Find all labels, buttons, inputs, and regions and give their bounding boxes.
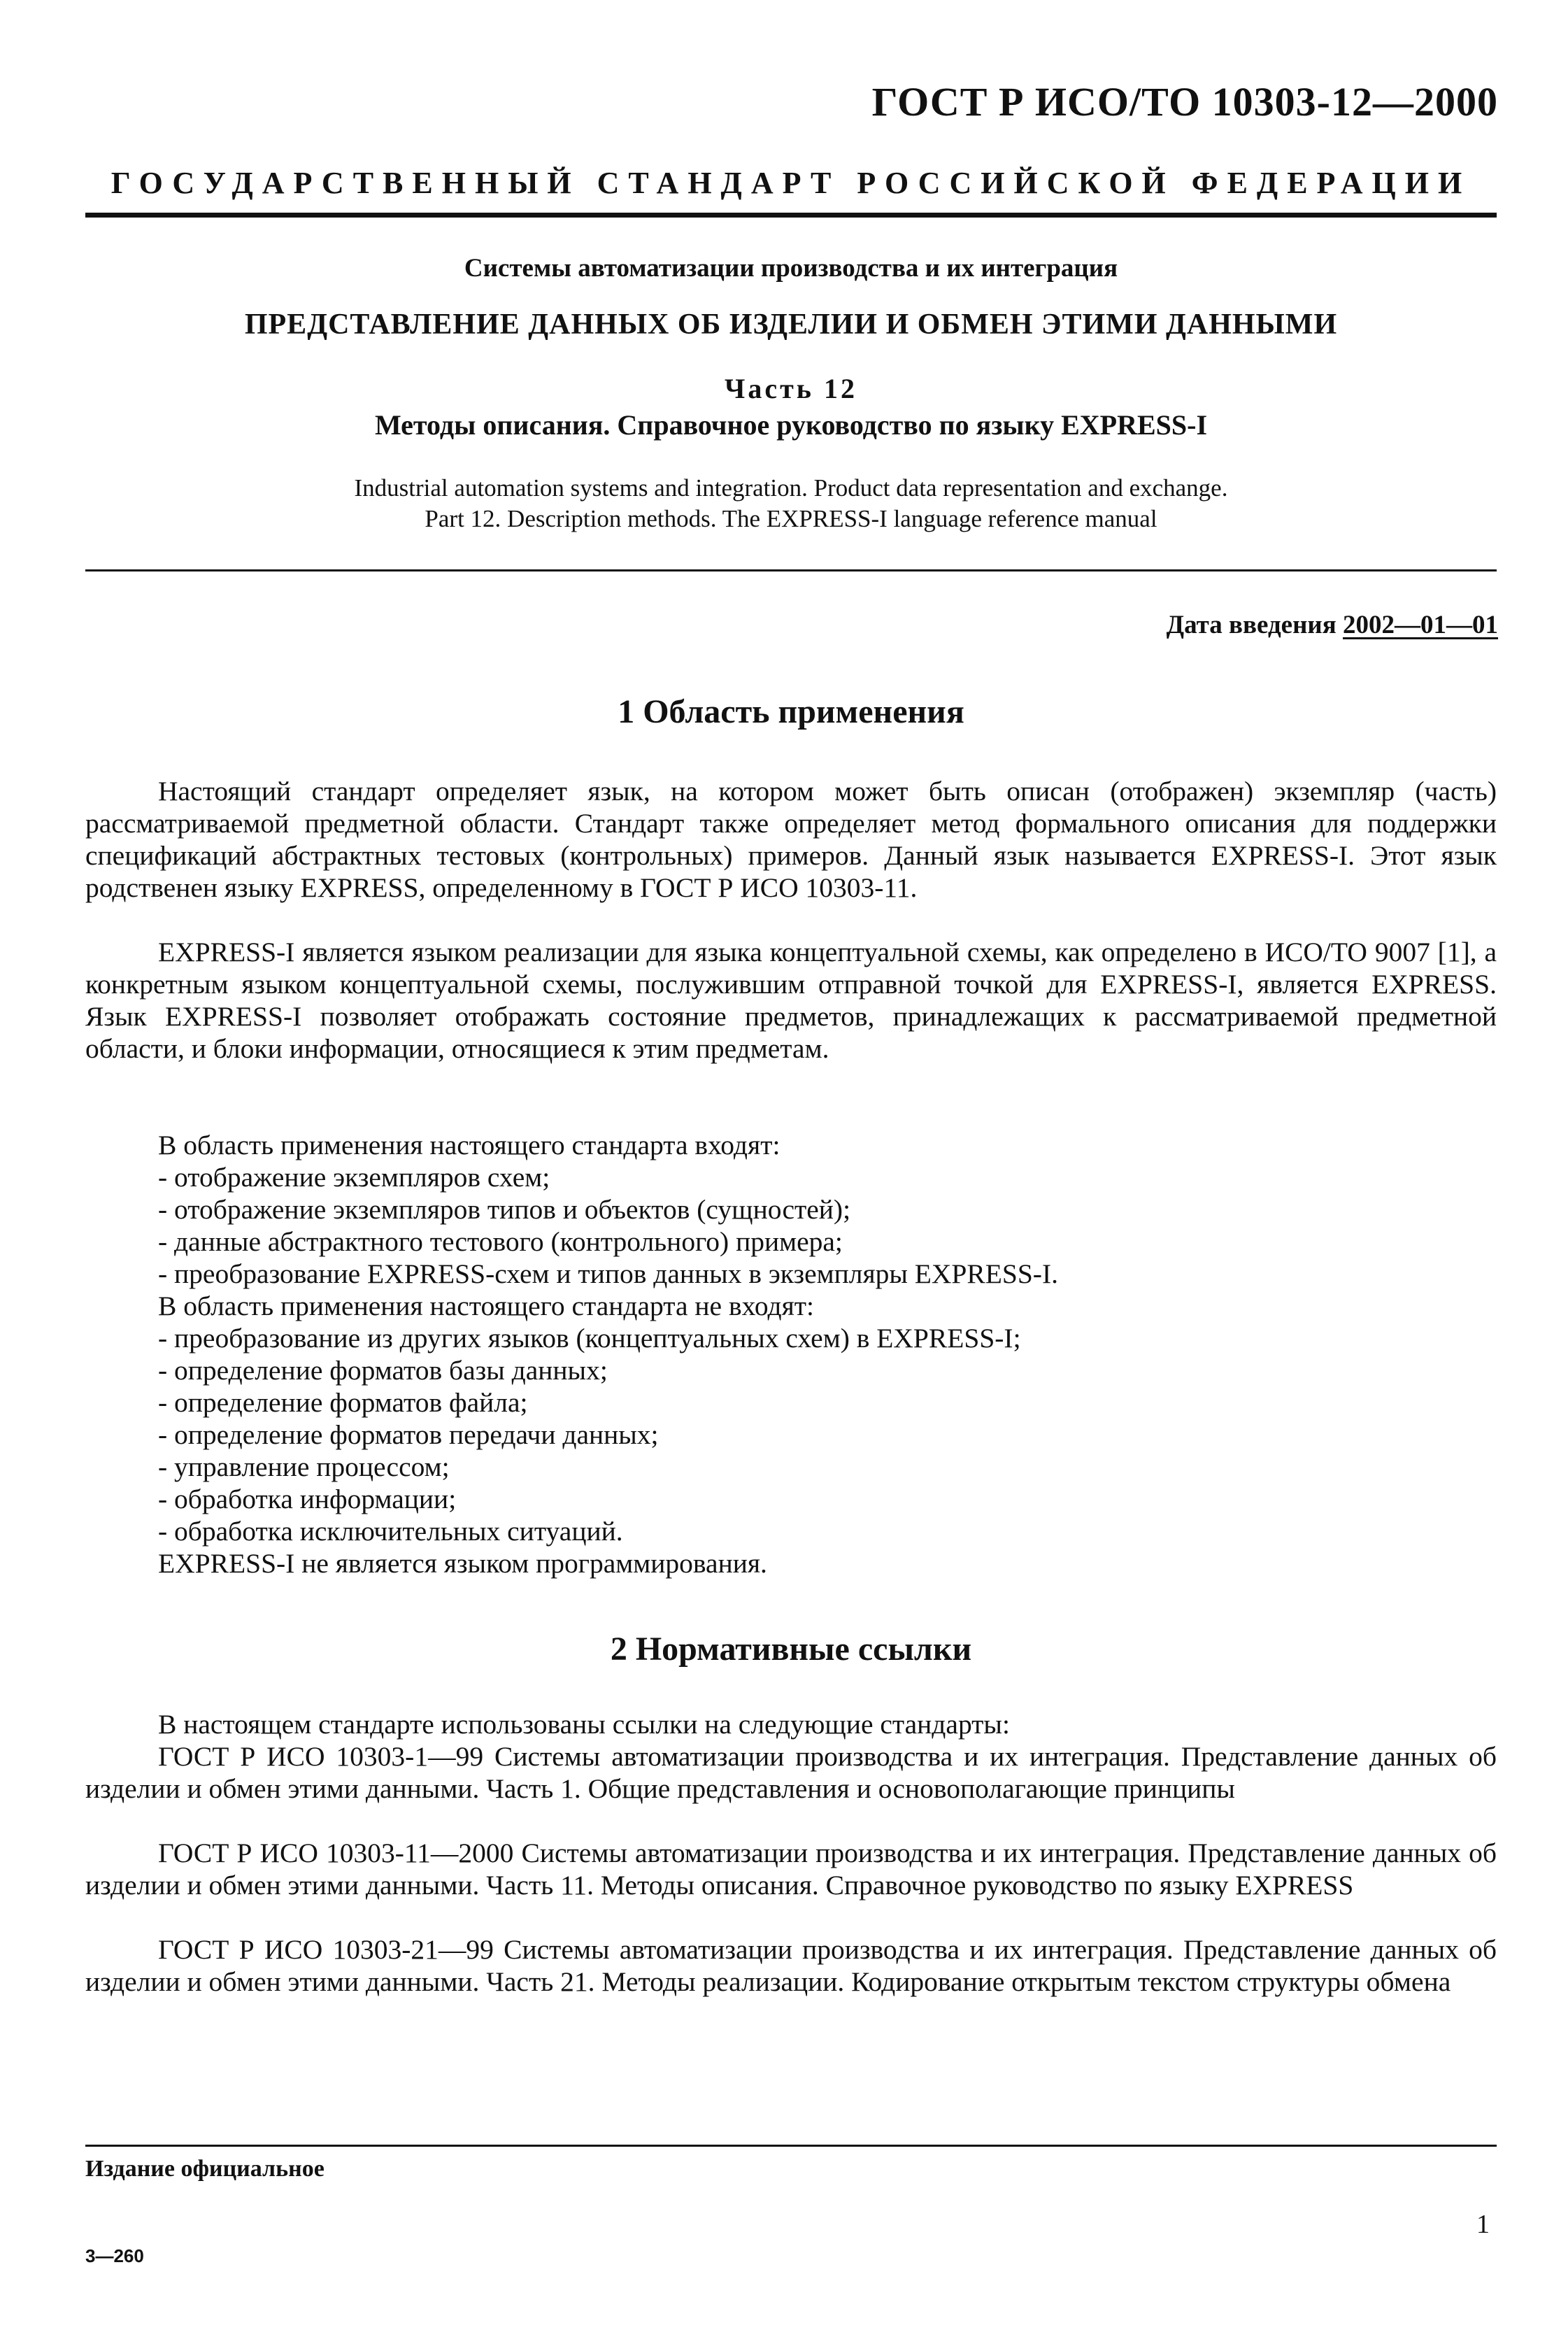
date-value: 2002—01—01 bbox=[1343, 611, 1498, 639]
english-title-line-1: Industrial automation systems and integration. Product data representation and exchange. bbox=[354, 474, 1228, 502]
reference-item: ГОСТ Р ИСО 10303-11—2000 Системы автоматизации производства и их интеграция. Представление данных об изделии и обмен этими данными. Часть 11. Методы описания. Справочное руководство по языку EXPRESS bbox=[85, 1838, 1497, 1901]
section-1-closing: EXPRESS-I не является языком программирования. bbox=[158, 1548, 767, 1579]
introduction-date bbox=[1167, 610, 1498, 640]
series-title: Системы автоматизации производства и их интеграция bbox=[464, 254, 1118, 283]
english-title-line-2: Part 12. Description methods. The EXPRESS-I language reference manual bbox=[425, 505, 1157, 532]
date-label: Дата введения bbox=[1166, 611, 1343, 639]
list-item: - определение форматов передачи данных; bbox=[158, 1419, 659, 1450]
list-item: - отображение экземпляров типов и объектов (сущностей); bbox=[158, 1194, 851, 1225]
list-item: - преобразование EXPRESS-схем и типов данных в экземпляры EXPRESS-I. bbox=[158, 1258, 1058, 1289]
section-2-heading: 2 Нормативные ссылки bbox=[610, 1631, 972, 1668]
subtitle: Методы описания. Справочное руководство по языку EXPRESS-I bbox=[374, 409, 1208, 441]
standard-designation: ГОСТ Р ИСО/ТО 10303-12—2000 bbox=[871, 79, 1498, 125]
reference-item: ГОСТ Р ИСО 10303-21—99 Системы автоматизации производства и их интеграция. Представление данных об изделии и обмен этими данными. Часть 21. Методы реализации. Кодирование открытым текстом структуры обмена bbox=[85, 1934, 1497, 1997]
page-number: 1 bbox=[1476, 2210, 1490, 2239]
header-rule bbox=[85, 213, 1497, 218]
title-rule bbox=[85, 569, 1497, 571]
list-item: - определение форматов файла; bbox=[158, 1387, 528, 1418]
edition-label: Издание официальное bbox=[85, 2156, 325, 2182]
list-item: - преобразование из других языков (концептуальных схем) в EXPRESS-I; bbox=[158, 1323, 1021, 1354]
list-item: - обработка информации; bbox=[158, 1484, 457, 1514]
state-standard-banner: ГОСУДАРСТВЕННЫЙ СТАНДАРТ РОССИЙСКОЙ ФЕДЕРАЦИИ bbox=[111, 166, 1471, 200]
section-1-heading: 1 Область применения bbox=[618, 693, 964, 730]
section-1-paragraph-2: EXPRESS-I является языком реализации для языка концептуальной схемы, как определено в ИСО/ТО 9007 [1], а конкретным языком концептуальной схемы, послужившим отправной точкой для EXPRESS-I, является EXPRESS. Язык EXPRESS-I позволяет отображать состояние предметов, принадлежащих к рассматриваемой предметной области, и блоки информации, относящиеся к этим предметам. bbox=[85, 937, 1497, 1064]
list-item: - определение форматов базы данных; bbox=[158, 1355, 608, 1386]
out-scope-intro: В область применения настоящего стандарта не входят: bbox=[158, 1291, 814, 1321]
list-item: - данные абстрактного тестового (контрольного) примера; bbox=[158, 1226, 843, 1257]
section-2-intro: В настоящем стандарте использованы ссылки на следующие стандарты: bbox=[158, 1709, 1010, 1740]
section-1-paragraph-1: Настоящий стандарт определяет язык, на котором может быть описан (отображен) экземпляр (часть) рассматриваемой предметной области. Стандарт также определяет метод формального описания для поддержки спецификаций абстрактных тестовых (контрольных) примеров. Данный язык называется EXPRESS-I. Этот язык родственен языку EXPRESS, определенному в ГОСТ Р ИСО 10303-11. bbox=[85, 776, 1497, 903]
main-title: ПРЕДСТАВЛЕНИЕ ДАННЫХ ОБ ИЗДЕЛИИ И ОБМЕН ЭТИМИ ДАННЫМИ bbox=[244, 308, 1338, 341]
in-scope-intro: В область применения настоящего стандарта входят: bbox=[158, 1130, 781, 1160]
footer-rule bbox=[85, 2145, 1497, 2147]
list-item: - отображение экземпляров схем; bbox=[158, 1162, 550, 1193]
list-item: - управление процессом; bbox=[158, 1451, 450, 1482]
reference-item: ГОСТ Р ИСО 10303-1—99 Системы автоматизации производства и их интеграция. Представление данных об изделии и обмен этими данными. Часть 1. Общие представления и основополагающие принципы bbox=[85, 1741, 1497, 1804]
part-label: Часть 12 bbox=[725, 373, 857, 404]
list-item: - обработка исключительных ситуаций. bbox=[158, 1516, 623, 1547]
print-code: 3—260 bbox=[85, 2245, 144, 2266]
